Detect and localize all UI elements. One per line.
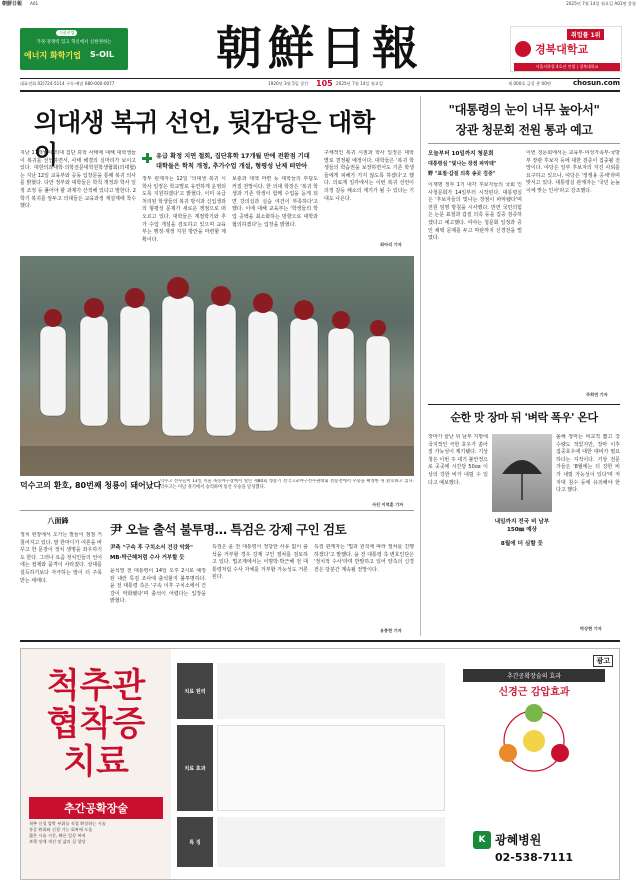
yoon-col2: 특검은 윤 전 대통령이 정당한 사유 없이 출석을 거부할 경우 강제 구인 절차를 검토하고 있다. 법조계에서는 이명박·박근혜 전 대통령처럼 수사 자체를 거부할 가능성도 거론된다. bbox=[212, 544, 308, 581]
masthead-title: 朝鮮日報 bbox=[216, 21, 424, 75]
info-site[interactable]: chosun.com bbox=[573, 79, 620, 87]
ad-bottom-list bbox=[29, 821, 163, 845]
lead-sub1: 유급 확정 지연 철회, 집단휴학 17개월 만에 전환점 기대 bbox=[156, 153, 310, 160]
ad-bottom[interactable] bbox=[20, 648, 620, 880]
top-date-line: 2025년 7월 14일 월요일 A01면 종합 bbox=[566, 1, 636, 6]
ad-row-label-3: 특 징 bbox=[177, 817, 213, 867]
info-phone: 대표전화 02)724-5114 구독·배달 080-000-0077 bbox=[20, 81, 115, 86]
ad-top-rule bbox=[20, 640, 620, 642]
yoon-col3: 특검 관계자는 '법과 원칙에 따라 절차를 진행하겠다'고 말했다. 윤 전 대통령 측 변호인단은 '정치적 수사'라며 반발하고 있어 양측의 신경전은 당분간 계속될 전망이다. bbox=[314, 544, 414, 573]
lead-byline: 최아리 기자 bbox=[380, 242, 402, 247]
ad-knu-top: 취업률 1위 bbox=[567, 29, 604, 40]
photo-caption-body: 덕수고 선수들이 13일 서울 목동야구장에서 열린 제80회 청룡기 전국고교야구선수권대회 결승전에서 우승을 확정한 뒤 환호하고 있다. 덕수고는 이날 경기에서 승리하며 통산 우승을 달성했다. bbox=[160, 479, 414, 491]
baseball-players-illustration bbox=[20, 256, 414, 476]
ad-center-title: 추간공확장술의 효과 bbox=[463, 669, 605, 682]
ad-bottom-item-4: 보행 장애 개선 및 삶의 질 향상 bbox=[29, 839, 86, 844]
photo-caption-title: 덕수고의 환호, 80번째 청룡이 돼어났다 bbox=[20, 481, 162, 490]
weather-col3: 올해 장마는 비교적 짧고 강수량도 적었지만, 장마 이후 집중호우에 대한 대비가 필요하다는 지적이다. 기상 전문가들은 '8월에는 더 강한 비가 내릴 가능성이 있다'며 저지대 침수 등에 유의해야 한다고 했다. bbox=[556, 434, 620, 494]
right-kicker-2: 대통령실 "빛나는 장점 파악돼" bbox=[428, 161, 497, 167]
right-kicker: 오늘부터 10일까지 청문회 bbox=[428, 151, 494, 157]
weather-col1: 장마가 끝난 뒤 남부 지방에 국지적인 극한 호우가 쏟아질 가능성이 제기됐다. 기상청은 이번 주 대기 불안정으로 곳곳에 시간당 50㎜ 이상의 강한 비가 내릴 수 있다고 예보했다. bbox=[428, 434, 488, 486]
ad-row-body-2 bbox=[217, 725, 445, 811]
right-headline-2: 장관 청문회 전원 통과 예고 bbox=[455, 123, 593, 137]
right-kicker-3: 野 "표절·갑질 의혹 송곳 검증" bbox=[428, 171, 496, 177]
ad-knu-school: 경북대학교 bbox=[535, 43, 589, 56]
ad-bottom-left-panel bbox=[21, 649, 171, 880]
weather-top-rule bbox=[428, 404, 620, 405]
ad-bottom-sub: 추간공확장술 bbox=[29, 797, 163, 819]
yoon-byline: 유종헌 기자 bbox=[380, 628, 402, 633]
nerve-decompression-diagram bbox=[483, 701, 585, 781]
ad-row-body-1 bbox=[217, 663, 445, 719]
right-byline: 주희연 기자 bbox=[586, 392, 608, 397]
weather-photo bbox=[492, 434, 552, 512]
weather-headline: 순한 맛 장마 뒤 '벼락 폭우' 온다 bbox=[450, 411, 598, 424]
info-right: 제 000호 금강 총 00면 bbox=[508, 81, 551, 86]
yoon-col1: 윤석열 전 대통령이 14일 오후 2시로 예정된 내란 특검 조사에 출석할지 불투명하다. 윤 전 대통령 측은 '구속 이후 구치소에서 건강이 악화됐다'며 출석이 어렵다는 입장을 밝혔다. bbox=[110, 568, 206, 605]
ad-bottom-table bbox=[177, 657, 447, 873]
ad-row-label-1: 치료 원리 bbox=[177, 663, 213, 719]
weather-caption-sub: 8월에 더 심할 듯 bbox=[500, 541, 544, 547]
weather-caption-title: 내일까지 전국 비 남부 150㎜ 예상 bbox=[494, 519, 550, 533]
ad-bottom-header: 척추관 협착증 치료 bbox=[46, 666, 146, 782]
yoon-headline: 尹 오늘 출석 불투명… 특검은 강제 구인 검토 bbox=[110, 522, 347, 537]
ad-knu-sub: 서울지하철 4호선 인접 | 경북대학교 bbox=[514, 63, 620, 71]
lead-sub2: 대학들은 학칙 개정, 추가수업 개설, 형평성 난제 떠안아 bbox=[156, 163, 308, 170]
info-issue-prefix: 1920년 3월 5일 창간 bbox=[268, 81, 309, 86]
baseball-photo bbox=[20, 256, 414, 476]
ad-row-label-2: 치료 효과 bbox=[177, 725, 213, 811]
ad-center-sub: 신경근 감압효과 bbox=[498, 687, 570, 698]
right-headline-1: "대통령의 눈이 너무 높아서" bbox=[448, 102, 600, 117]
right-col2: 이번 청문회에서는 교육부·여성가족부·국방부 장관 후보자 등에 대한 검증이 집중될 전망이다. 야당은 일부 후보자의 자진 사퇴를 요구하고 있으나, 여당은 '정쟁용 공세'라며 맞서고 있다. 대통령실 관계자는 '국민 눈높이에 맞는 인사'라고 강조했다. bbox=[526, 150, 620, 194]
weather-byline: 박상현 기자 bbox=[580, 626, 602, 631]
top-page-code: A01 bbox=[30, 1, 39, 6]
ad-hospital-phone[interactable]: 02-538-7111 bbox=[495, 851, 574, 864]
ad-soil-badge: 식품산업 bbox=[56, 30, 77, 36]
ad-bottom-item-3: 짧은 시술 시간, 빠른 일상 복귀 bbox=[29, 833, 86, 838]
main-divider bbox=[420, 96, 421, 636]
ad-tag: 광고 bbox=[593, 655, 613, 667]
column-top-rule bbox=[20, 510, 414, 511]
umbrella-icon bbox=[492, 434, 552, 512]
ad-soil-line2: 에너지 화학기업 bbox=[24, 51, 81, 60]
ad-soil-brand: S-OIL bbox=[90, 50, 114, 59]
top-logo-small: 朝鮮日報 bbox=[2, 1, 23, 7]
info-bar bbox=[20, 79, 620, 89]
photo-credit: 사진 이덕훈 기자 bbox=[372, 502, 404, 507]
ad-hospital-logo-icon: K bbox=[473, 831, 491, 849]
ad-hospital-name: 광혜병원 bbox=[495, 833, 542, 847]
lead-col1: 지난 17개월여 의대 집단 휴학 사태에 대해 대학생들이 복귀를 선언하면서, 사태 해결의 실마리가 보이고 있다. 대한의과대학·의학전문대학원학생협회(의대협)는 지난 12일 교육부와 공동 입장문을 통해 복귀 의사를 밝혔다. 다만 정부와 대학들은 학칙 개정과 학사 일정 조정 등 풀어야 할 과제가 산적해 있다고 말한다. 2학기 복귀를 앞두고 의대들은 교육과정 재설계에 착수했다. bbox=[20, 150, 136, 210]
lead-cross-icon bbox=[142, 153, 152, 163]
right-col1: 이재명 정부 1기 내각 후보자들의 국회 인사청문회가 14일부터 시작된다. 대통령실은 '후보자들의 빛나는 장점이 파악됐다'며 전원 임명 방침을 시사했다. 반면 국민의힘은 논문 표절과 갑질 의혹 등을 집중 검증하겠다고 예고했다. 여야는 청문회 일정과 증인 채택 문제를 두고 막판까지 신경전을 벌였다. bbox=[428, 182, 522, 242]
yoon-sub2: MB·박근혜처럼 수사 거부할 듯 bbox=[110, 555, 185, 561]
ad-knu[interactable] bbox=[510, 26, 622, 72]
yoon-sub1: 尹측 "구속 후 구치소서 건강 악화" bbox=[110, 545, 193, 551]
info-issue-suffix: 2025년 7월 14일 월요일 bbox=[336, 81, 383, 86]
column-logo: 八面鋒 bbox=[47, 516, 69, 525]
right-rule bbox=[428, 143, 620, 144]
lead-col3: 보충과 대책 마련 등 대학들의 부담도 커질 전망이다. 한 의대 학장은 '복귀 학생과 기존 학생이 함께 수업을 듣게 되면 강의실과 실습 여건이 부족하다'고 했다. 이에 대해 교육부는 '학생들의 학업 공백을 최소화하는 방향으로 대학과 협의하겠다'는 입장을 밝혔다. bbox=[232, 176, 318, 228]
lead-col4: 구체적인 복귀 시점과 학사 일정은 대학별로 결정될 예정이다. 대학들은 '복귀 학생들의 학습권을 보장하면서도 기존 학생들에게 피해가 가지 않도록 하겠다'고 했다. 의료계 일각에서는 이번 복귀 선언이 의정 갈등 해소의 계기가 될 수 있다는 기대도 나온다. bbox=[324, 150, 414, 202]
top-bar bbox=[0, 0, 640, 8]
ad-soil[interactable] bbox=[20, 28, 128, 70]
ad-bottom-right-panel bbox=[453, 655, 615, 875]
ad-bottom-item-2: 통증 완화와 신경 기능 회복에 도움 bbox=[29, 827, 93, 832]
ad-row-body-3 bbox=[217, 817, 445, 867]
lead-headline: 의대생 복귀 선언, 뒷감당은 대학이 bbox=[34, 108, 375, 169]
info-issue-no: 105 bbox=[316, 79, 333, 88]
info-bar-bottom-rule bbox=[20, 90, 620, 92]
lead-col2: 정부 관계자는 12일 '의대생 복귀 시 학사 일정은 학교별로 유연하게 운영되도록 지원하겠다'고 밝혔다. 이미 유급 처리된 학생들의 복귀 방식과 신입생과의 형평성 문제가 새로운 쟁점으로 떠오르고 있다. 대학들은 계절학기와 추가 수업 개설을 검토하고 있으며 교육부는 행정·재정 지원 방안을 마련할 계획이다. bbox=[142, 176, 226, 243]
column-text: 정치 현장에서 오가는 말들이 점점 거칠어지고 있다. 말 한마디가 여론을 바꾸고 한 문장이 정치 생명을 좌우하기도 한다. 그러나 요즘 정치인들의 언어에는 절제와 품격이 사라졌다. 상대를 설득하기보다 자극하는 말이 더 주목받는 세태다. bbox=[20, 532, 102, 584]
ad-knu-logo-icon bbox=[515, 41, 531, 57]
ad-bottom-item-1: 척추 신경 압박 부위를 직접 확장하는 시술 bbox=[29, 821, 106, 826]
ad-soil-line1: 가정·경쟁력 있고 혁신에서 신한정하는 bbox=[36, 40, 112, 45]
